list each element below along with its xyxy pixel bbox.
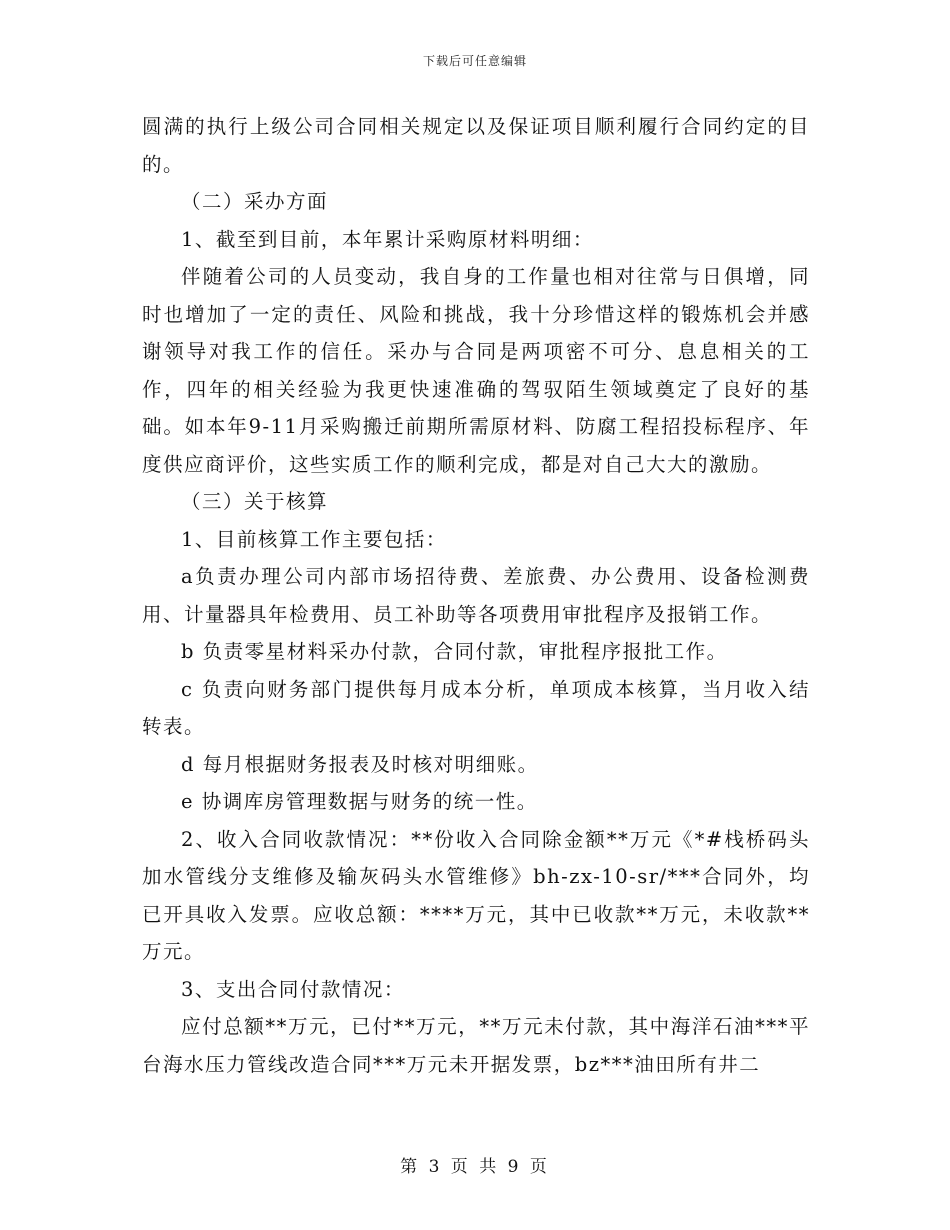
paragraph: b 负责零星材料采办付款，合同付款，审批程序报批工作。	[181, 640, 728, 663]
page-header: 下载后可任意编辑	[422, 54, 527, 68]
section-heading: （二）采办方面	[181, 190, 329, 213]
paragraph: a负责办理公司内部市场招待费、差旅费、办公费用、设备检测费用、计量器具年检费用、员工补助等各项费用审批程序及报销工作。	[142, 565, 810, 626]
paragraph: 圆满的执行上级公司合同相关规定以及保证项目顺利履行合同约定的目的。	[142, 115, 810, 176]
paragraph: 2、收入合同收款情况：**份收入合同除金额**万元《*#栈桥码头加水管线分支维修及输灰码头水管维修》bh-zx-10-sr/***合同外，均已开具收入发票。应收总额：****万元，其中已收款**万元，未收款**万元。	[142, 827, 810, 963]
document-body	[142, 108, 810, 1083]
paragraph: 应付总额**万元，已付**万元，**万元未付款，其中海洋石油***平台海水压力管线改造合同***万元未开据发票，bz***油田所有井二	[142, 1015, 810, 1076]
paragraph: 1、目前核算工作主要包括：	[181, 527, 447, 551]
paragraph: 伴随着公司的人员变动，我自身的工作量也相对往常与日俱增，同时也增加了一定的责任、风险和挑战，我十分珍惜这样的锻炼机会并感谢领导对我工作的信任。采办与合同是两项密不可分、息息相关的工作，四年的相关经验为我更快速准确的驾驭陌生领域奠定了良好的基础。如本年9-11月采购搬迁前期所需原材料、防腐工程招投标程序、年度供应商评价，这些实质工作的顺利完成，都是对自己大大的激励。	[142, 265, 810, 476]
paragraph: 3、支出合同付款情况：	[181, 977, 405, 1001]
paragraph: e 协调库房管理数据与财务的统一性。	[181, 790, 538, 813]
section-heading: （三）关于核算	[181, 490, 329, 513]
paragraph: c 负责向财务部门提供每月成本分析，单项成本核算，当月收入结转表。	[142, 677, 810, 738]
paragraph: d 每月根据财务报表及时核对明细账。	[181, 752, 539, 776]
paragraph: 1、截至到目前，本年累计采购原材料明细：	[181, 227, 594, 251]
page-number: 第 3 页 共 9 页	[400, 1157, 550, 1177]
